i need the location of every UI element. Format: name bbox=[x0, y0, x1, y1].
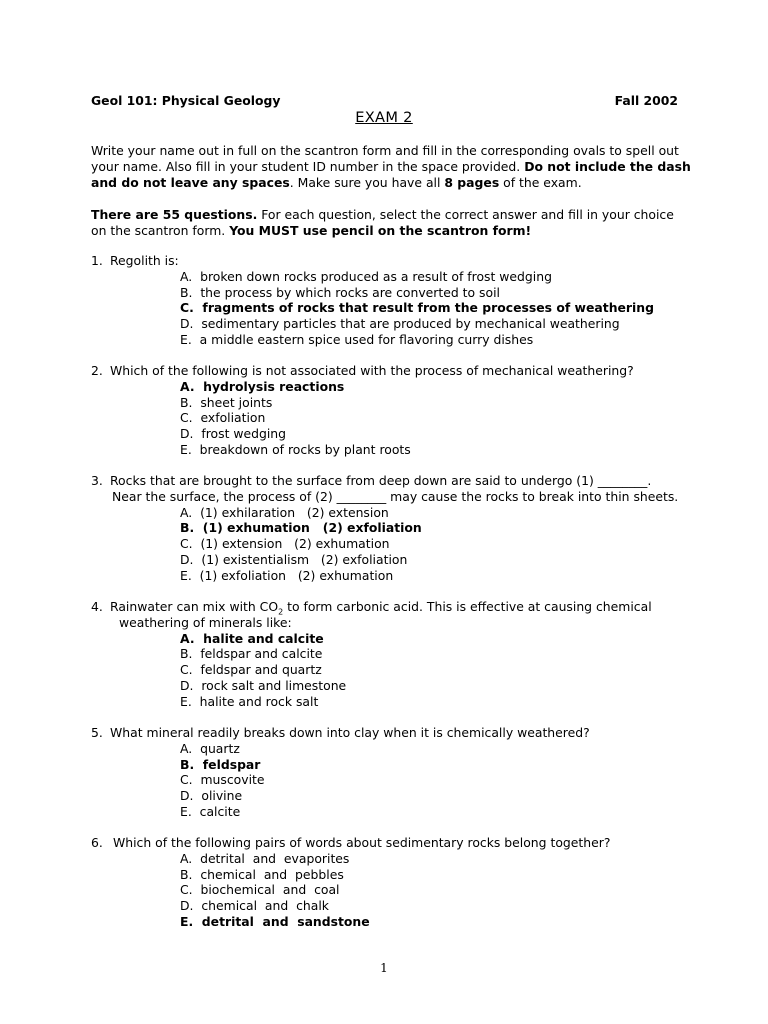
answer-options bbox=[180, 631, 731, 710]
question-text: Regolith is: bbox=[110, 253, 179, 268]
question-text: Rainwater can mix with $CO_2$ to form carbonic acid. This is effective at causing chemical bbox=[110, 599, 652, 617]
option-c: C. feldspar and quartz bbox=[180, 662, 322, 678]
option-b: B. feldspar and calcite bbox=[180, 646, 323, 662]
option-c: C. muscovite bbox=[180, 772, 265, 788]
answer-options bbox=[180, 379, 731, 458]
question-6 bbox=[91, 835, 731, 930]
answer-options bbox=[180, 741, 731, 820]
question-text-continued: Near the surface, the process of (2) ________ may cause the rocks to break into thin sheets. bbox=[112, 488, 679, 504]
option-d: D. sedimentary particles that are produced by mechanical weathering bbox=[180, 316, 620, 332]
exam-title: EXAM 2 bbox=[355, 109, 413, 126]
option-b: B. sheet joints bbox=[180, 394, 273, 410]
term: Fall 2002 bbox=[614, 93, 678, 108]
question-2 bbox=[91, 363, 731, 458]
question-text: Which of the following pairs of words about sedimentary rocks belong together? bbox=[113, 835, 611, 850]
course-title: Geol 101: Physical Geology bbox=[91, 93, 281, 108]
option-d: D. (1) existentialism (2) exfoliation bbox=[180, 551, 408, 567]
option-c: C. (1) extension (2) exhumation bbox=[180, 536, 390, 552]
option-e-correct: E. detrital and sandstone bbox=[180, 913, 370, 929]
option-d: D. chemical and chalk bbox=[180, 898, 329, 914]
question-text: What mineral readily breaks down into clay when it is chemically weathered? bbox=[110, 725, 590, 740]
question-number: 4. bbox=[91, 599, 103, 614]
option-d: D. frost wedging bbox=[180, 426, 287, 442]
option-c: C. biochemical and coal bbox=[180, 882, 340, 898]
question-text: Rocks that are brought to the surface from deep down are said to undergo (1) ________. bbox=[110, 473, 652, 488]
instructions-paragraph-1: Write your name out in full on the scantron form and fill in the corresponding ovals to spell out your name. Also fill in your student ID number in the space provided. Do not include the dash and do not leave any spaces. Make sure you have all 8 pages of the exam. bbox=[91, 143, 691, 190]
option-e: E. a middle eastern spice used for flavoring curry dishes bbox=[180, 331, 534, 347]
option-a-correct: A. halite and calcite bbox=[180, 630, 324, 646]
option-e: E. breakdown of rocks by plant roots bbox=[180, 441, 411, 457]
question-1 bbox=[91, 253, 731, 348]
answer-options bbox=[180, 269, 731, 348]
question-text-continued: weathering of minerals like: bbox=[119, 614, 292, 630]
question-5 bbox=[91, 725, 731, 820]
question-number: 1. bbox=[91, 253, 103, 268]
answer-options bbox=[180, 851, 731, 930]
question-number: 6. bbox=[91, 835, 103, 850]
question-3 bbox=[91, 473, 731, 584]
option-a-correct: A. hydrolysis reactions bbox=[180, 378, 345, 394]
page-number: 1 bbox=[380, 961, 388, 975]
option-e: E. calcite bbox=[180, 803, 241, 819]
option-a: A. (1) exhilaration (2) extension bbox=[180, 504, 389, 520]
option-e: E. halite and rock salt bbox=[180, 693, 319, 709]
question-number: 5. bbox=[91, 725, 103, 740]
option-b: B. chemical and pebbles bbox=[180, 866, 344, 882]
question-number: 3. bbox=[91, 473, 103, 488]
option-d: D. olivine bbox=[180, 788, 243, 804]
option-c: C. exfoliation bbox=[180, 410, 266, 426]
answer-options bbox=[180, 505, 731, 584]
instructions-paragraph-2: There are 55 questions. For each question, select the correct answer and fill in your choice on the scantron form. You MUST use pencil on the scantron form! bbox=[91, 207, 674, 238]
exam-header bbox=[91, 93, 678, 109]
option-b: B. the process by which rocks are converted to soil bbox=[180, 284, 500, 300]
option-b-correct: B. feldspar bbox=[180, 756, 261, 772]
question-number: 2. bbox=[91, 363, 103, 378]
option-a: A. detrital and evaporites bbox=[180, 850, 350, 866]
option-c-correct: C. fragments of rocks that result from the processes of weathering bbox=[180, 300, 654, 316]
question-text: Which of the following is not associated with the process of mechanical weathering? bbox=[110, 363, 634, 378]
option-e: E. (1) exfoliation (2) exhumation bbox=[180, 567, 394, 583]
option-d: D. rock salt and limestone bbox=[180, 677, 347, 693]
option-a: A. broken down rocks produced as a result of frost wedging bbox=[180, 268, 552, 284]
option-a: A. quartz bbox=[180, 740, 240, 756]
option-b-correct: B. (1) exhumation (2) exfoliation bbox=[180, 520, 422, 536]
question-4 bbox=[91, 599, 731, 710]
